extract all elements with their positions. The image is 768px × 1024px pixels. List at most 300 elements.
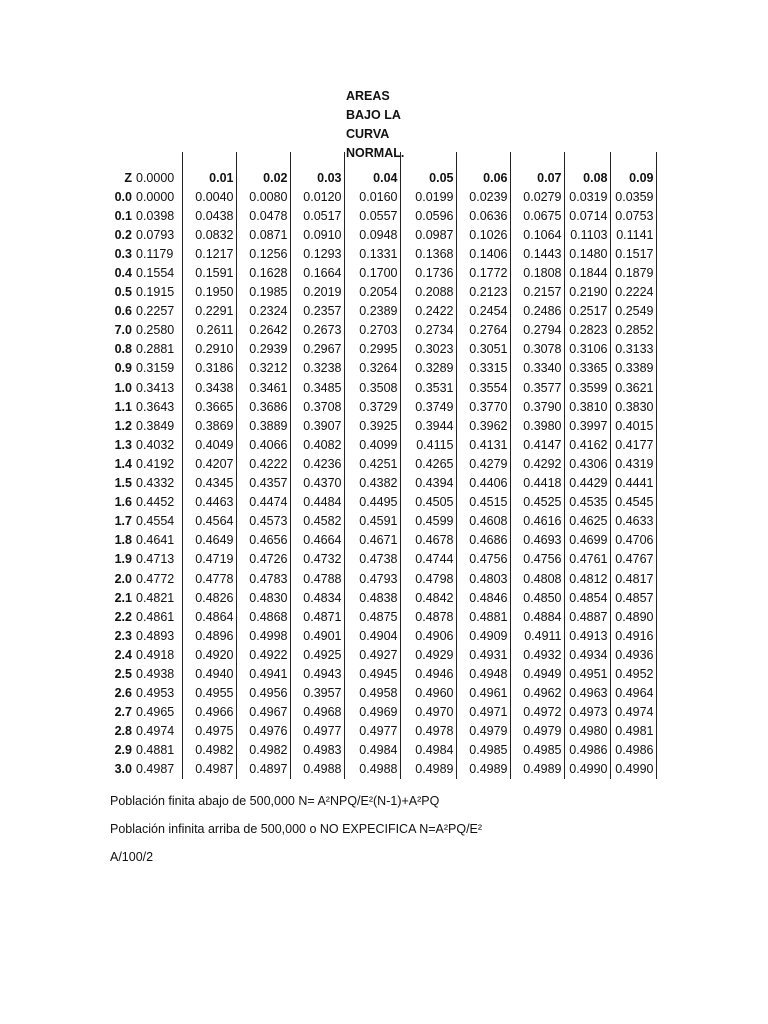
- z-value-cell: 1.6: [114, 495, 132, 510]
- area-value-cell: 0.4633: [610, 512, 656, 531]
- area-value-cell: 0.4292: [510, 454, 564, 473]
- area-value-cell: 0.1443: [510, 244, 564, 263]
- area-value-cell: 0.0636: [456, 206, 510, 225]
- area-value-cell: 0.3023: [400, 340, 456, 359]
- area-value-cell: 0.4906: [400, 626, 456, 645]
- z-value-cell: 2.1: [114, 590, 132, 605]
- spacer-cell: [344, 152, 400, 168]
- area-value-cell: 0.4032: [134, 435, 182, 454]
- area-value-cell: 0.4817: [610, 569, 656, 588]
- header-cell: 0.02: [236, 168, 290, 187]
- z-value-cell: 1.7: [114, 514, 132, 529]
- table-row: [106, 302, 656, 321]
- area-value-cell: 0.3830: [610, 397, 656, 416]
- area-value-cell: 0.4875: [344, 607, 400, 626]
- area-value-cell: 0.0239: [456, 187, 510, 206]
- z-value-cell: 2.8: [114, 724, 132, 739]
- spacer-cell: [134, 152, 182, 168]
- area-value-cell: 0.4474: [236, 493, 290, 512]
- area-value-cell: 0.4495: [344, 493, 400, 512]
- area-value-cell: 0.4357: [236, 474, 290, 493]
- area-value-cell: 0.4370: [290, 474, 344, 493]
- area-value-cell: 0.4878: [400, 607, 456, 626]
- area-value-cell: 0.1256: [236, 244, 290, 263]
- area-value-cell: 0.4956: [236, 684, 290, 703]
- area-value-cell: 0.3461: [236, 378, 290, 397]
- table-row: [106, 359, 656, 378]
- area-value-cell: 0.4931: [456, 645, 510, 664]
- area-value-cell: 0.4406: [456, 474, 510, 493]
- area-value-cell: 0.4319: [610, 454, 656, 473]
- z-value-cell: 0.0: [114, 189, 132, 204]
- area-value-cell: 0.3212: [236, 359, 290, 378]
- z-value-cell: 2.4: [114, 647, 132, 662]
- table-row: [106, 283, 656, 302]
- area-value-cell: 0.2389: [344, 302, 400, 321]
- area-value-cell: 0.4925: [290, 645, 344, 664]
- area-value-cell: 0.4767: [610, 550, 656, 569]
- area-value-cell: 0.3980: [510, 416, 564, 435]
- area-value-cell: 0.4788: [290, 569, 344, 588]
- area-value-cell: 0.4803: [456, 569, 510, 588]
- area-value-cell: 0.1026: [456, 225, 510, 244]
- area-value-cell: 0.4952: [610, 664, 656, 683]
- area-value-cell: 0.4998: [236, 626, 290, 645]
- area-value-cell: 0.4963: [564, 684, 610, 703]
- area-value-cell: 0.3340: [510, 359, 564, 378]
- table-row: [106, 321, 656, 340]
- table-row: [106, 588, 656, 607]
- area-value-cell: 0.0517: [290, 206, 344, 225]
- area-value-cell: 0.4842: [400, 588, 456, 607]
- table-row: [106, 225, 656, 244]
- area-value-cell: 0.4591: [344, 512, 400, 531]
- area-value-cell: 0.4951: [564, 664, 610, 683]
- area-value-cell: 0.4505: [400, 493, 456, 512]
- area-value-cell: 0.3997: [564, 416, 610, 435]
- area-value-cell: 0.1141: [610, 225, 656, 244]
- area-value-cell: 0.0080: [236, 187, 290, 206]
- table-row: [106, 340, 656, 359]
- area-value-cell: 0.4989: [510, 760, 564, 779]
- table-row: [106, 645, 656, 664]
- area-value-cell: 0.4678: [400, 531, 456, 550]
- area-value-cell: 0.4955: [182, 684, 236, 703]
- area-value-cell: 0.4918: [134, 645, 182, 664]
- area-value-cell: 0.0120: [290, 187, 344, 206]
- z-value-cell: 0.1: [114, 208, 132, 223]
- z-value-cell: 2.2: [114, 609, 132, 624]
- area-value-cell: 0.4929: [400, 645, 456, 664]
- area-value-cell: 0.4977: [344, 722, 400, 741]
- area-value-cell: 0.2454: [456, 302, 510, 321]
- area-value-cell: 0.3599: [564, 378, 610, 397]
- area-value-cell: 0.4115: [400, 435, 456, 454]
- area-value-cell: 0.4236: [290, 454, 344, 473]
- area-value-cell: 0.3957: [290, 684, 344, 703]
- area-value-cell: 0.2703: [344, 321, 400, 340]
- area-value-cell: 0.2291: [182, 302, 236, 321]
- area-value-cell: 0.4131: [456, 435, 510, 454]
- area-value-cell: 0.1772: [456, 263, 510, 282]
- area-value-cell: 0.3289: [400, 359, 456, 378]
- area-value-cell: 0.4974: [610, 703, 656, 722]
- area-value-cell: 0.4988: [344, 760, 400, 779]
- header-cell: 0.0000: [134, 168, 182, 187]
- area-value-cell: 0.4932: [510, 645, 564, 664]
- area-value-cell: 0.3186: [182, 359, 236, 378]
- area-value-cell: 0.4554: [134, 512, 182, 531]
- area-value-cell: 0.4983: [290, 741, 344, 760]
- area-value-cell: 0.4990: [610, 760, 656, 779]
- note-finite-population: Población finita abajo de 500,000 N= A²NPQ/E²(N-1)+A²PQ: [110, 794, 440, 808]
- table-row: [106, 416, 656, 435]
- z-value-cell: 1.1: [114, 399, 132, 414]
- area-value-cell: 0.4147: [510, 435, 564, 454]
- z-value-cell: 3.0: [114, 762, 132, 777]
- area-value-cell: 0.2190: [564, 283, 610, 302]
- area-value-cell: 0.4656: [236, 531, 290, 550]
- table-row: [106, 741, 656, 760]
- area-value-cell: 0.4911: [510, 626, 564, 645]
- area-value-cell: 0.1331: [344, 244, 400, 263]
- area-value-cell: 0.1517: [610, 244, 656, 263]
- area-value-cell: 0.4099: [344, 435, 400, 454]
- z-value-cell: 1.4: [114, 456, 132, 471]
- area-value-cell: 0.2910: [182, 340, 236, 359]
- z-value-cell: 7.0: [114, 323, 132, 338]
- area-value-cell: 0.4916: [610, 626, 656, 645]
- area-value-cell: 0.4901: [290, 626, 344, 645]
- z-value-cell: 2.3: [114, 628, 132, 643]
- area-value-cell: 0.1950: [182, 283, 236, 302]
- area-value-cell: 0.4979: [456, 722, 510, 741]
- area-value-cell: 0.3315: [456, 359, 510, 378]
- area-value-cell: 0.3849: [134, 416, 182, 435]
- title-line-4: NORMAL.: [346, 146, 405, 160]
- z-value-cell: 1.5: [114, 476, 132, 491]
- area-value-cell: 0.2734: [400, 321, 456, 340]
- area-value-cell: 0.4943: [290, 664, 344, 683]
- area-value-cell: 0.4854: [564, 588, 610, 607]
- area-value-cell: 0.4953: [134, 684, 182, 703]
- table-header-row: [106, 168, 656, 187]
- area-value-cell: 0.4966: [182, 703, 236, 722]
- area-value-cell: 0.4783: [236, 569, 290, 588]
- area-value-cell: 0.3643: [134, 397, 182, 416]
- area-value-cell: 0.4192: [134, 454, 182, 473]
- area-value-cell: 0.4793: [344, 569, 400, 588]
- spacer-cell: [106, 152, 134, 168]
- area-value-cell: 0.4975: [182, 722, 236, 741]
- area-value-cell: 0.0675: [510, 206, 564, 225]
- table-row: [106, 569, 656, 588]
- area-value-cell: 0.1628: [236, 263, 290, 282]
- area-value-cell: 0.1217: [182, 244, 236, 263]
- table-spacer-row: [106, 152, 656, 168]
- area-value-cell: 0.0714: [564, 206, 610, 225]
- area-value-cell: 0.0359: [610, 187, 656, 206]
- area-value-cell: 0.2123: [456, 283, 510, 302]
- area-value-cell: 0.0438: [182, 206, 236, 225]
- area-value-cell: 0.0753: [610, 206, 656, 225]
- area-value-cell: 0.4982: [182, 741, 236, 760]
- area-value-cell: 0.4222: [236, 454, 290, 473]
- title-line-1: AREAS: [346, 89, 390, 103]
- area-value-cell: 0.4545: [610, 493, 656, 512]
- spacer-cell: [182, 152, 236, 168]
- area-value-cell: 0.4345: [182, 474, 236, 493]
- area-value-cell: 0.2673: [290, 321, 344, 340]
- area-value-cell: 0.4881: [134, 741, 182, 760]
- area-value-cell: 0.4938: [134, 664, 182, 683]
- z-value-cell: 1.9: [114, 552, 132, 567]
- area-value-cell: 0.3889: [236, 416, 290, 435]
- area-value-cell: 0.4599: [400, 512, 456, 531]
- header-cell: 0.08: [564, 168, 610, 187]
- area-value-cell: 0.4890: [610, 607, 656, 626]
- area-value-cell: 0.4452: [134, 493, 182, 512]
- area-value-cell: 0.4922: [236, 645, 290, 664]
- normal-curve-table-wrapper: [106, 152, 657, 779]
- area-value-cell: 0.4394: [400, 474, 456, 493]
- area-value-cell: 0.4958: [344, 684, 400, 703]
- area-value-cell: 0.4887: [564, 607, 610, 626]
- table-row: [106, 722, 656, 741]
- area-value-cell: 0.4015: [610, 416, 656, 435]
- area-value-cell: 0.0832: [182, 225, 236, 244]
- area-value-cell: 0.4744: [400, 550, 456, 569]
- area-value-cell: 0.4934: [564, 645, 610, 664]
- area-value-cell: 0.4332: [134, 474, 182, 493]
- table-row: [106, 454, 656, 473]
- area-value-cell: 0.3869: [182, 416, 236, 435]
- table-row: [106, 187, 656, 206]
- area-value-cell: 0.1844: [564, 263, 610, 282]
- area-value-cell: 0.4251: [344, 454, 400, 473]
- area-value-cell: 0.1064: [510, 225, 564, 244]
- area-value-cell: 0.3770: [456, 397, 510, 416]
- area-value-cell: 0.0987: [400, 225, 456, 244]
- area-value-cell: 0.1368: [400, 244, 456, 263]
- area-value-cell: 0.1480: [564, 244, 610, 263]
- area-value-cell: 0.4049: [182, 435, 236, 454]
- area-value-cell: 0.4726: [236, 550, 290, 569]
- area-value-cell: 0.0279: [510, 187, 564, 206]
- area-value-cell: 0.3708: [290, 397, 344, 416]
- area-value-cell: 0.4429: [564, 474, 610, 493]
- area-value-cell: 0.4960: [400, 684, 456, 703]
- area-value-cell: 0.4625: [564, 512, 610, 531]
- z-value-cell: 1.3: [114, 437, 132, 452]
- area-value-cell: 0.2054: [344, 283, 400, 302]
- area-value-cell: 0.4936: [610, 645, 656, 664]
- area-value-cell: 0.4904: [344, 626, 400, 645]
- area-value-cell: 0.4265: [400, 454, 456, 473]
- spacer-cell: [564, 152, 610, 168]
- spacer-cell: [610, 152, 656, 168]
- area-value-cell: 0.4641: [134, 531, 182, 550]
- area-value-cell: 0.3133: [610, 340, 656, 359]
- area-value-cell: 0.4850: [510, 588, 564, 607]
- area-value-cell: 0.0910: [290, 225, 344, 244]
- area-value-cell: 0.2764: [456, 321, 510, 340]
- area-value-cell: 0.4976: [236, 722, 290, 741]
- area-value-cell: 0.3686: [236, 397, 290, 416]
- area-value-cell: 0.4732: [290, 550, 344, 569]
- header-cell: 0.06: [456, 168, 510, 187]
- area-value-cell: 0.4909: [456, 626, 510, 645]
- area-value-cell: 0.3554: [456, 378, 510, 397]
- area-value-cell: 0.4306: [564, 454, 610, 473]
- area-value-cell: 0.4525: [510, 493, 564, 512]
- table-row: [106, 626, 656, 645]
- area-value-cell: 0.3159: [134, 359, 182, 378]
- area-value-cell: 0.4686: [456, 531, 510, 550]
- area-value-cell: 0.2157: [510, 283, 564, 302]
- area-value-cell: 0.4772: [134, 569, 182, 588]
- area-value-cell: 0.4279: [456, 454, 510, 473]
- area-value-cell: 0.2794: [510, 321, 564, 340]
- area-value-cell: 0.4608: [456, 512, 510, 531]
- area-value-cell: 0.1736: [400, 263, 456, 282]
- header-cell: 0.07: [510, 168, 564, 187]
- area-value-cell: 0.2611: [182, 321, 236, 340]
- area-value-cell: 0.4920: [182, 645, 236, 664]
- area-value-cell: 0.3944: [400, 416, 456, 435]
- area-value-cell: 0.4949: [510, 664, 564, 683]
- area-value-cell: 0.3790: [510, 397, 564, 416]
- table-row: [106, 397, 656, 416]
- area-value-cell: 0.4719: [182, 550, 236, 569]
- area-value-cell: 0.0596: [400, 206, 456, 225]
- area-value-cell: 0.3438: [182, 378, 236, 397]
- area-value-cell: 0.4418: [510, 474, 564, 493]
- area-value-cell: 0.4984: [400, 741, 456, 760]
- z-value-cell: 0.6: [114, 304, 132, 319]
- area-value-cell: 0.3962: [456, 416, 510, 435]
- area-value-cell: 0.4082: [290, 435, 344, 454]
- area-value-cell: 0.4985: [456, 741, 510, 760]
- area-value-cell: 0.2852: [610, 321, 656, 340]
- area-value-cell: 0.2257: [134, 302, 182, 321]
- area-value-cell: 0.4738: [344, 550, 400, 569]
- area-value-cell: 0.1985: [236, 283, 290, 302]
- area-value-cell: 0.1554: [134, 263, 182, 282]
- area-value-cell: 0.3365: [564, 359, 610, 378]
- area-value-cell: 0.2642: [236, 321, 290, 340]
- area-value-cell: 0.3413: [134, 378, 182, 397]
- table-row: [106, 493, 656, 512]
- area-value-cell: 0.2486: [510, 302, 564, 321]
- z-value-cell: 2.9: [114, 743, 132, 758]
- area-value-cell: 0.4864: [182, 607, 236, 626]
- area-value-cell: 0.4965: [134, 703, 182, 722]
- area-value-cell: 0.4974: [134, 722, 182, 741]
- spacer-cell: [400, 152, 456, 168]
- area-value-cell: 0.4978: [400, 722, 456, 741]
- z-value-cell: 1.8: [114, 533, 132, 548]
- z-value-cell: 2.6: [114, 686, 132, 701]
- area-value-cell: 0.4821: [134, 588, 182, 607]
- table-row: [106, 474, 656, 493]
- area-value-cell: 0.3907: [290, 416, 344, 435]
- table-row: [106, 684, 656, 703]
- area-value-cell: 0.1700: [344, 263, 400, 282]
- area-value-cell: 0.1293: [290, 244, 344, 263]
- area-value-cell: 0.4987: [182, 760, 236, 779]
- area-value-cell: 0.4649: [182, 531, 236, 550]
- area-value-cell: 0.2549: [610, 302, 656, 321]
- area-value-cell: 0.4706: [610, 531, 656, 550]
- area-value-cell: 0.1591: [182, 263, 236, 282]
- area-value-cell: 0.2019: [290, 283, 344, 302]
- title-line-3: CURVA: [346, 127, 390, 141]
- z-value-cell: 2.7: [114, 705, 132, 720]
- area-value-cell: 0.2517: [564, 302, 610, 321]
- area-value-cell: 0.4990: [564, 760, 610, 779]
- area-value-cell: 0.3531: [400, 378, 456, 397]
- area-value-cell: 0.3106: [564, 340, 610, 359]
- area-value-cell: 0.3749: [400, 397, 456, 416]
- title-line-2: BAJO LA: [346, 108, 401, 122]
- table-row: [106, 550, 656, 569]
- area-value-cell: 0.4881: [456, 607, 510, 626]
- area-value-cell: 0.2088: [400, 283, 456, 302]
- area-value-cell: 0.4893: [134, 626, 182, 645]
- z-value-cell: 0.9: [114, 361, 132, 376]
- area-value-cell: 0.1664: [290, 263, 344, 282]
- z-value-cell: 1.0: [114, 380, 132, 395]
- table-row: [106, 378, 656, 397]
- area-value-cell: 0.4826: [182, 588, 236, 607]
- area-value-cell: 0.4699: [564, 531, 610, 550]
- area-value-cell: 0.4962: [510, 684, 564, 703]
- z-value-cell: 0.8: [114, 342, 132, 357]
- area-value-cell: 0.0478: [236, 206, 290, 225]
- area-value-cell: 0.3729: [344, 397, 400, 416]
- area-value-cell: 0.0557: [344, 206, 400, 225]
- area-value-cell: 0.4967: [236, 703, 290, 722]
- area-value-cell: 0.4913: [564, 626, 610, 645]
- area-value-cell: 0.4664: [290, 531, 344, 550]
- area-value-cell: 0.4808: [510, 569, 564, 588]
- area-value-cell: 0.0000: [134, 187, 182, 206]
- area-value-cell: 0.4484: [290, 493, 344, 512]
- area-value-cell: 0.4162: [564, 435, 610, 454]
- area-value-cell: 0.4066: [236, 435, 290, 454]
- area-value-cell: 0.4207: [182, 454, 236, 473]
- area-value-cell: 0.2995: [344, 340, 400, 359]
- table-row: [106, 664, 656, 683]
- area-value-cell: 0.0398: [134, 206, 182, 225]
- area-value-cell: 0.1103: [564, 225, 610, 244]
- area-value-cell: 0.4927: [344, 645, 400, 664]
- area-value-cell: 0.4846: [456, 588, 510, 607]
- area-value-cell: 0.1879: [610, 263, 656, 282]
- area-value-cell: 0.4980: [564, 722, 610, 741]
- area-value-cell: 0.4812: [564, 569, 610, 588]
- area-value-cell: 0.4989: [400, 760, 456, 779]
- area-value-cell: 0.0199: [400, 187, 456, 206]
- header-z: Z: [124, 170, 132, 185]
- note-a-formula: A/100/2: [110, 850, 154, 864]
- header-cell: 0.03: [290, 168, 344, 187]
- area-value-cell: 0.4838: [344, 588, 400, 607]
- table-row: [106, 512, 656, 531]
- area-value-cell: 0.4778: [182, 569, 236, 588]
- area-value-cell: 0.2224: [610, 283, 656, 302]
